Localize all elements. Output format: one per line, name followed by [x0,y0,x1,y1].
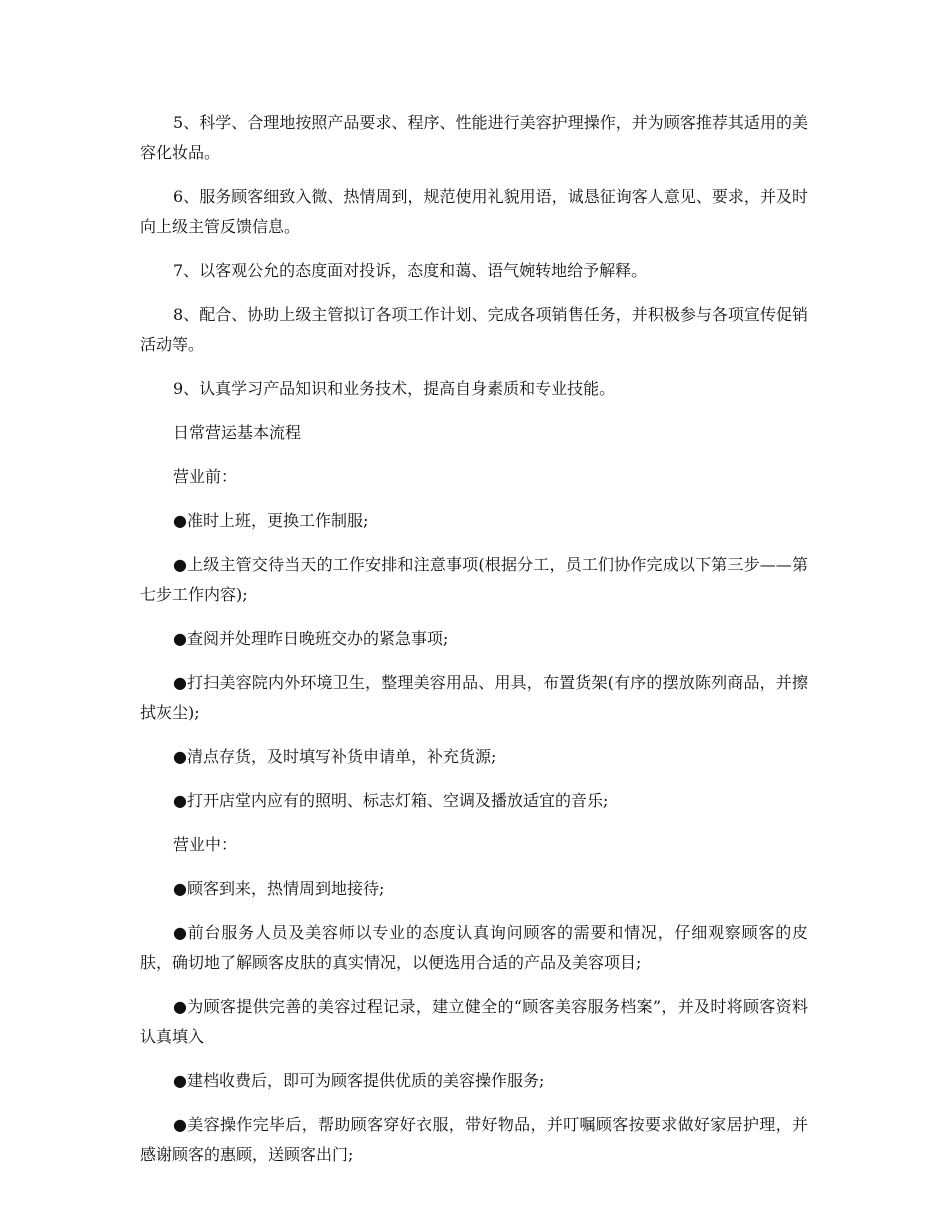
list-item: ●为顾客提供完善的美容过程记录，建立健全的“顾客美容服务档案”，并及时将顾客资料认真填入 [140,997,808,1046]
list-item: ●打扫美容院内外环境卫生，整理美容用品、用具，布置货架(有序的摆放陈列商品，并擦拭灰尘); [140,673,808,722]
document-page [140,108,808,1184]
list-item: ●顾客到来，热情周到地接待; [173,879,385,898]
subheading-during-business: 营业中： [173,835,238,854]
list-item: ●准时上班，更换工作制服; [173,511,369,530]
subheading-before-business: 营业前： [173,467,238,486]
list-item: ●打开店堂内应有的照明、标志灯箱、空调及播放适宜的音乐; [173,791,609,810]
paragraph-duty-5: 5、科学、合理地按照产品要求、程序、性能进行美容护理操作，并为顾客推荐其适用的美容化妆品。 [140,113,808,162]
list-item: ●上级主管交待当天的工作安排和注意事项(根据分工，员工们协作完成以下第三步——第七步工作内容); [140,555,808,604]
paragraph-duty-8: 8、配合、协助上级主管拟订各项工作计划、完成各项销售任务，并积极参与各项宣传促销活动等。 [140,305,808,354]
paragraph-duty-6: 6、服务顾客细致入微、热情周到，规范使用礼貌用语，诚恳征询客人意见、要求，并及时向上级主管反馈信息。 [140,187,808,236]
list-item: ●美容操作完毕后，帮助顾客穿好衣服，带好物品，并叮嘱顾客按要求做好家居护理，并感谢顾客的惠顾，送顾客出门; [140,1115,808,1164]
paragraph-duty-9: 9、认真学习产品知识和业务技术，提高自身素质和专业技能。 [173,379,616,398]
list-item: ●前台服务人员及美容师以专业的态度认真询问顾客的需要和情况，仔细观察顾客的皮肤，确切地了解顾客皮肤的真实情况，以便选用合适的产品及美容项目; [140,923,808,972]
list-item: ●建档收费后，即可为顾客提供优质的美容操作服务; [173,1071,545,1090]
list-item: ●清点存货，及时填写补货申请单，补充货源; [173,747,497,766]
list-item: ●查阅并处理昨日晚班交办的紧急事项; [173,629,449,648]
section-heading-daily-process: 日常营运基本流程 [173,423,302,442]
paragraph-duty-7: 7、以客观公允的态度面对投诉，态度和蔼、语气婉转地给予解释。 [173,261,648,280]
